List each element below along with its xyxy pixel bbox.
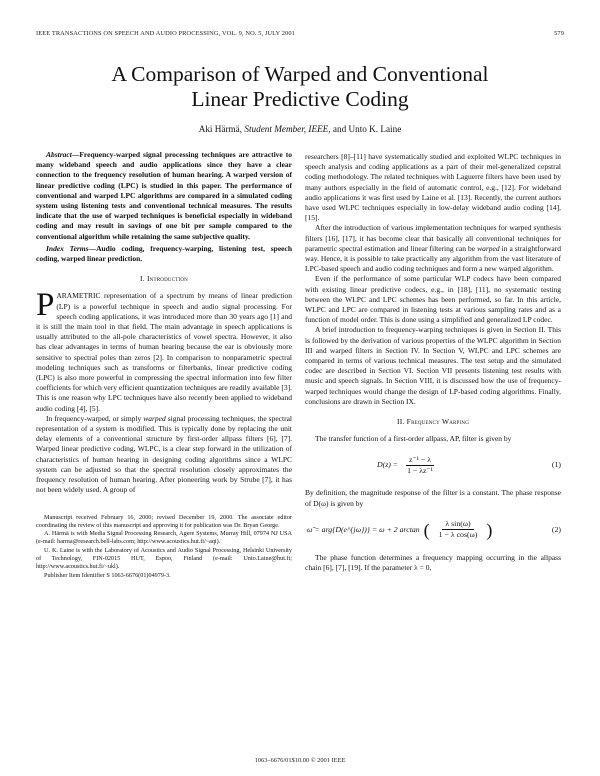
drop-cap: P [36, 287, 55, 324]
section-number: I. [140, 274, 145, 284]
abstract-text: Frequency-warped signal processing techniques are attractive to many wideband speech and audio applications since they have a clear connection to the frequency resolution of human hearing. A warped version of linear predictive coding (LPC) is studied in this paper. The performance of conventional and warped LPC algorithms are compared in a simulated coding system using listening tests and conventional technical measures. The results indicate that the use of warped techniques is beneficial especially in wideband coding and may result in savings of one bit per sample compared to the conventional algorithm while retaining the same subjective quality. [36, 150, 292, 241]
right-paragraph-7: The phase function determines a frequency mapping occurring in the allpass chain [6], [7], [19]. If the parameter λ = 0, [305, 552, 561, 573]
index-terms-text: Audio coding, frequency-warping, listening test, speech coding, warped linear prediction. [36, 243, 293, 264]
eq1-numerator: z⁻¹ − λ [406, 455, 434, 466]
author-2: and Unto K. Laine [332, 124, 402, 134]
intro-p2-emphasis: warped [143, 413, 166, 423]
right-paragraph-1: researchers [8]–[11] have systematically studied and exploited WLPC techniques in speech analysis and coding applications as a part of their mel-generalized cepstral coding methodology. The related techniques with Laguerre filters have been used by many authors especially in the field of automatic control, e.g., [12]. For wideband audio applications it was first used by Laine et al. [13]. Recently, the current authors have used WLPC techniques especially in low-delay wideband audio coding [14], [15]. [305, 152, 561, 223]
eq2-number: (2) [551, 524, 561, 534]
footnote-author-1: A. Härmä is with Media Signal Processing Research, Agere Systems, Murray Hill, 07974 NJ USA (e-mail: harma@research.bell-labs.com; http://www.acoustics.hut.fi/~aqi). [36, 530, 292, 546]
right-p2-text-b: in a straightforward way. Hence, it is possible to take practically any algorithm from the vast literature of LPC-based speech and audio coding techniques and form a new warped algorithm. [305, 243, 562, 274]
right-paragraph-4: A brief introduction to frequency-warping techniques is given in Section II. This is followed by the derivation of various properties of the WLPC algorithm in Section III and warped filters in Section IV. In Section V, WLPC and LPC schemes are compared in terms of various technical measures. The test setup and the simulated codec are described in Section VI. Section VII presents listening test results with music and speech signals. In Section VIII, it is discussed how the use of frequency-warped techniques would change the design of LP-based coding algorithms. Finally, conclusions are drawn in Section IX. [305, 325, 561, 406]
left-column [36, 150, 292, 580]
right-paragraph-5: The transfer function of a first-order allpass, AP, filter is given by [315, 434, 512, 444]
eq1-lhs: D(z) = [377, 460, 399, 470]
intro-paragraph-2 [36, 414, 292, 496]
eq2-numerator: λ sin(ω) [442, 519, 473, 530]
intro-p2-text-b: signal processing techniques, the spectral representation of a system is modified. This is typically done by replacing the unit delay elements of a conventional structure by first-order allpass filters [6], [7]. Warped linear predictive coding, WLPC, is a clear step forward in the utilization of characteristics of human hearing in designing coding algorithms since a WLPC system can be adjusted so that the spectral resolution closely approximates the frequency resolution of human hearing. After pioneering work by Strube [7], it has not been widely used. A group of [36, 413, 292, 495]
footnote-pii: Publisher Item Identifier S 1063-6676(01)04979-3. [44, 571, 171, 579]
right-paragraph-3: Even if the performance of some particular WLP codecs have been compared with existing linear predictive codecs, e.g., in [18], [11], no systematic testing between the WLPC and LPC schemes has been performed, so far. In this article, WLPC and LPC are compared in listening tests at various sampling rates and as a function of model order. This is done using a simplified and generalized LP codec. [305, 274, 561, 325]
eq2-lhs: ω̃ = arg{D(e^{jω})} = ω + 2 arctan [307, 524, 420, 534]
paper-title [0, 62, 600, 112]
section-title: Frequency Warping [406, 417, 470, 427]
right-paragraph-6: By definition, the magnitude response of the filter is a constant. The phase response of D(ω) is given by [305, 488, 561, 508]
right-p2-text-a: After the introduction of various implementation techniques for warped synthesis filters [16], [17], it has become clear that basically all conventional techniques for parametric spectral estimation and linear filtering can be [305, 223, 561, 253]
intro-p2-text-a: In frequency-warped, or simply [46, 413, 142, 423]
right-paragraph-2 [305, 223, 561, 274]
page-number: 579 [554, 30, 564, 37]
author-line [0, 124, 600, 134]
title-line-2: Linear Predictive Coding [191, 87, 409, 111]
eq1-number: (1) [551, 460, 561, 470]
author-1-title: Student Member, IEEE, [244, 124, 331, 134]
index-terms [36, 244, 292, 264]
title-line-1: A Comparison of Warped and Conventional [111, 62, 489, 86]
eq2-fraction [434, 519, 483, 540]
right-p2-emphasis: warped [477, 243, 500, 253]
eq1-denominator: 1 − λz⁻¹ [407, 465, 433, 475]
eq1-fraction [402, 455, 438, 476]
right-column [305, 152, 561, 573]
section-title: Introduction [146, 274, 188, 284]
section-number: II. [396, 417, 405, 427]
running-head [36, 30, 564, 37]
index-terms-label: Index Terms— [46, 243, 97, 253]
footnote-manuscript: Manuscript received February 16, 2000; revised December 19, 2000. The associate editor coordinating the review of this manuscript and approving it for publication was Dr. Bryan George. [36, 513, 292, 529]
right-paren-glyph: ) [486, 519, 493, 540]
eq2-denominator: 1 − λ cos(ω) [438, 530, 478, 540]
copyright-footer: 1063–6676/01$10.00 © 2001 IEEE [254, 757, 346, 764]
journal-header: IEEE TRANSACTIONS ON SPEECH AND AUDIO PROCESSING, VOL. 9, NO. 5, JULY 2001 [36, 30, 295, 37]
section-heading-frequency-warping [305, 417, 561, 427]
footnote-author-2: U. K. Laine is with the Laboratory of Acoustics and Audio Signal Processing, Helsinki University of Technology, FIN-02015 HUT, Espoo, Finland (e-mail: Unto.Laine@hut.fi; http://www.acoustics.hut.fi/~ukl). [36, 546, 292, 571]
intro-p1-text: ARAMETRIC representation of a spectrum by means of linear prediction (LP) is a powerful technique in speech and audio signal processing. For speech coding applications, it was introduced more than 30 years ago [1] and it is still the main tool in that field. The main advantage in speech applications is usually attributed to the all-pole characteristics of vowel spectra. However, it also has clear advantages in terms of human hearing because the ear is obviously more sensitive to spectral poles than zeros [2]. In comparison to nonparametric spectral modeling techniques such as transforms or filterbanks, linear predictive coding (LPC) is also more powerful in compressing the spectral information into few filter coefficients for which very efficient quantization techniques are readily available [3]. This is one reason why LPC techniques have also recently been applied to wideband audio coding [4], [5]. [36, 291, 292, 413]
author-1: Aki Härmä, [198, 124, 243, 134]
equation-2 [305, 518, 561, 542]
intro-paragraph-1 [36, 287, 292, 413]
section-heading-introduction [36, 274, 292, 284]
abstract-label: Abstract— [46, 150, 80, 159]
footnotes [36, 514, 292, 580]
left-paren-glyph: ( [423, 519, 430, 540]
equation-1 [305, 453, 561, 477]
abstract [36, 150, 292, 242]
